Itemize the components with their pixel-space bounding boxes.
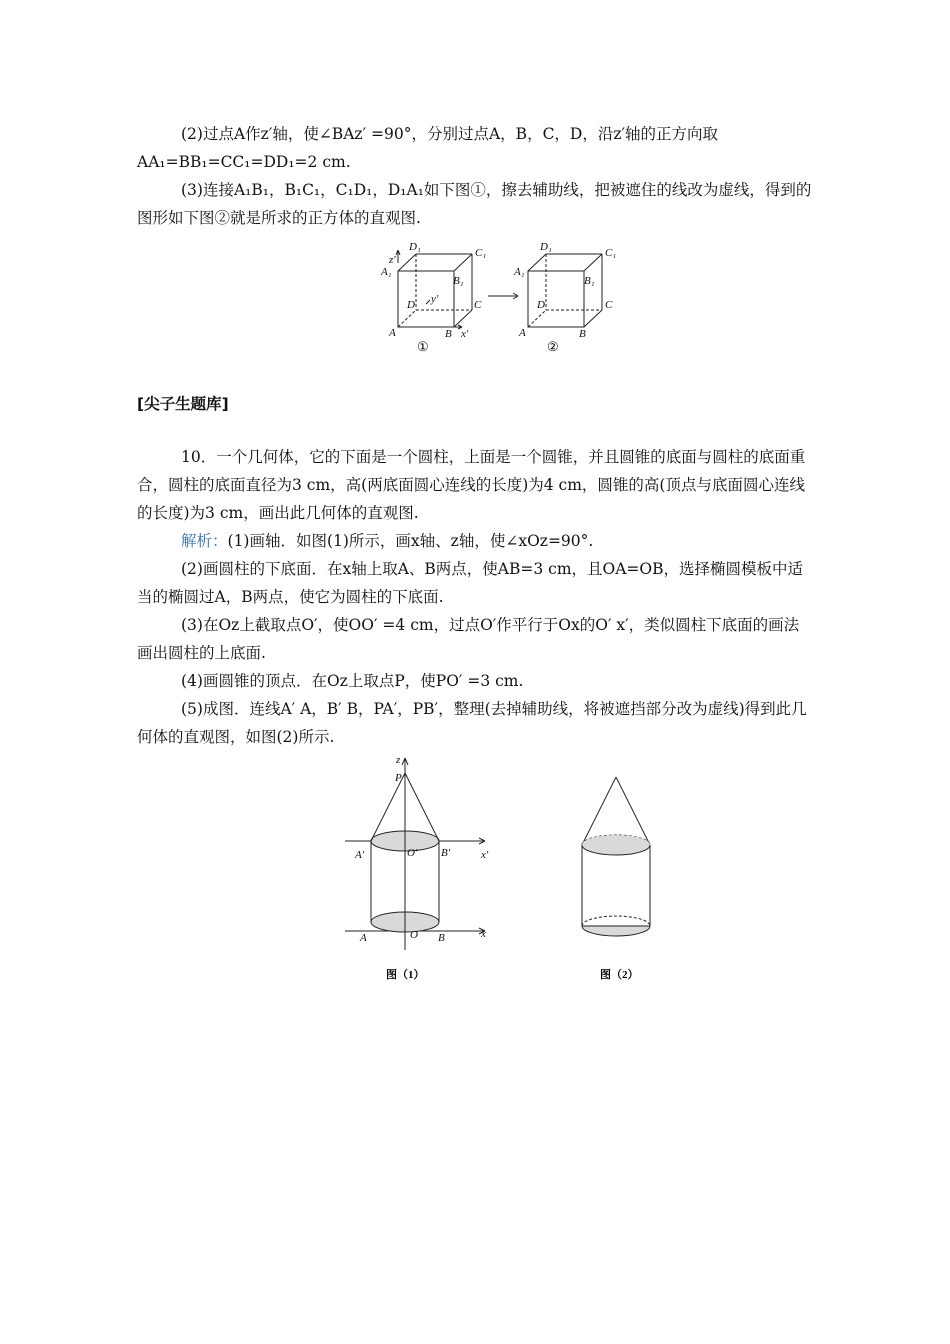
label-b: B: [438, 932, 445, 944]
label-b: B: [445, 328, 452, 340]
label2-a1: A₁: [514, 266, 525, 278]
label2-d1: D₁: [540, 241, 552, 253]
label-b-prime: B′: [441, 847, 451, 859]
label2-a: A: [519, 327, 526, 339]
analysis-step2: (2)画圆柱的下底面．在x轴上取A、B两点，使AB=3 cm，且OA=OB，选择椭圆模板中适当的椭圆过A，B两点，使它为圆柱的下底面.: [137, 560, 804, 606]
label2-c: C: [605, 299, 613, 311]
label-d1: D₁: [409, 241, 421, 253]
label-b1: B₁: [453, 275, 464, 287]
label-z-prime: z′: [389, 254, 396, 266]
step2-line1: (2)过点A作z′轴，使∠BAz′ =90°，分别过点A，B，C，D，沿z′轴的正方向取: [181, 125, 719, 143]
label-x-prime: x′: [481, 849, 489, 861]
label-a: A: [389, 327, 396, 339]
label-a-prime: A′: [355, 849, 365, 861]
cylinder-cone-figure: [340, 755, 670, 985]
fig1-label: ①: [417, 339, 429, 354]
label2-b1: B₁: [584, 275, 595, 287]
label-y-prime: y′: [431, 293, 439, 305]
fig2-label: ②: [547, 339, 559, 354]
step2-line2: AA₁=BB₁=CC₁=DD₁=2 cm.: [137, 153, 351, 171]
analysis-step4: (4)画圆锥的顶点．在Oz上取点P，使PO′ =3 cm.: [181, 672, 524, 690]
label-z: z: [396, 755, 401, 766]
label2-d: D: [537, 299, 545, 311]
label-c1: C₁: [475, 247, 487, 259]
problem-10-text: 10．一个几何体，它的下面是一个圆柱，上面是一个圆锥，并且圆锥的底面与圆柱的底面重合，圆柱的底面直径为3 cm，高(两底面圆心连线的长度)为4 cm，圆锥的高(顶点与底面圆心连线的长度)为3 cm，画出此几何体的直观图.: [137, 448, 806, 522]
label-a: A: [360, 932, 367, 944]
step1-text: (1)画轴．如图(1)所示，画x轴、z轴，使∠xOz=90°.: [227, 532, 594, 550]
analysis-label: 解析：: [181, 532, 228, 550]
label-x: x: [481, 928, 486, 940]
step3-paragraph: (3)连接A₁B₁，B₁C₁，C₁D₁，D₁A₁如下图①，擦去辅助线，把被遮住的线改为虚线，得到的图形如下图②就是所求的正方体的直观图.: [137, 181, 812, 227]
bottom-base-hidden: [582, 916, 650, 926]
label-o: O: [410, 929, 418, 941]
section-title: [尖子生题库]: [137, 395, 229, 413]
label-o-prime: O′: [407, 847, 418, 859]
y-axis-arrow: [426, 300, 430, 304]
label-x-prime: x′: [461, 328, 469, 340]
label-d: D: [407, 299, 415, 311]
label2-b: B: [579, 328, 586, 340]
analysis-step5: (5)成图．连线A′ A，B′ B，PA′，PB′，整理(去掉辅助线，将被遮挡部分改为虚线)得到此几何体的直观图，如图(2)所示.: [137, 700, 807, 746]
cube-figure: [370, 238, 640, 356]
label-a1: A₁: [381, 266, 392, 278]
label-p: P: [395, 772, 402, 784]
bottom-base-visible: [582, 926, 650, 936]
analysis-step3: (3)在Oz上截取点O′，使OO′ =4 cm，过点O′作平行于Ox的O′ x′，类似圆柱下底面的画法画出圆柱的上底面.: [137, 616, 800, 662]
label-c: C: [474, 299, 482, 311]
caption-2: 图（2）: [600, 969, 639, 981]
label2-c1: C₁: [605, 247, 617, 259]
cone-base-visible: [582, 845, 650, 855]
caption-1: 图（1）: [386, 969, 425, 981]
analysis-step1: [137, 527, 813, 555]
